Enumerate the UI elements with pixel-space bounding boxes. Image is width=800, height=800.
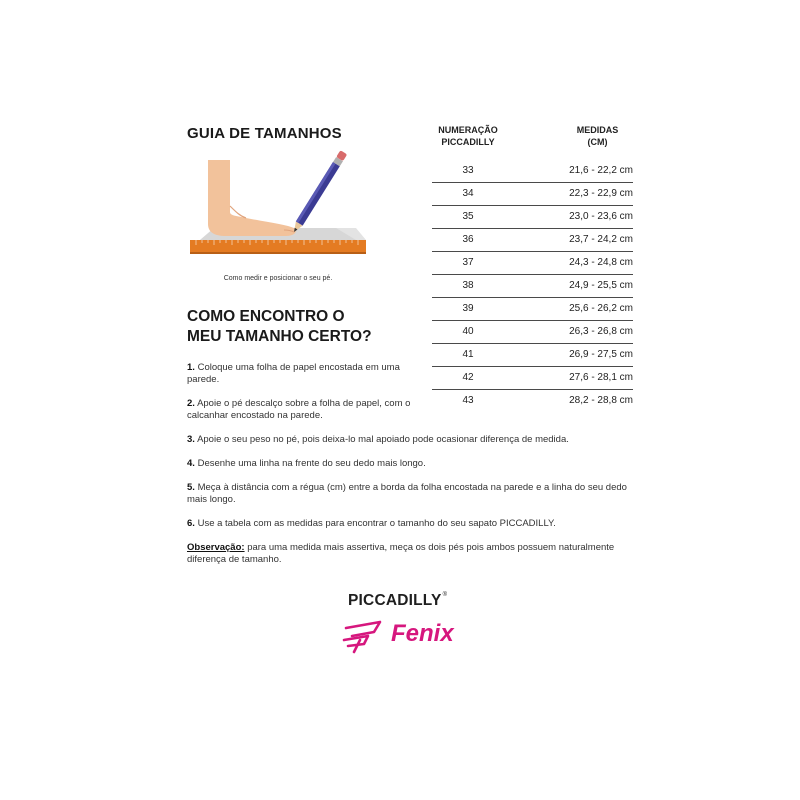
size-cell: 41 — [462, 349, 474, 360]
cm-cell: 24,9 - 25,5 cm — [569, 280, 633, 291]
step-text: Apoie o seu peso no pé, pois deixa-lo mal apoiado pode ocasionar diferença de medida. — [197, 434, 569, 445]
observation-label: Observação: — [187, 542, 245, 553]
step-number: 5. — [187, 482, 195, 493]
step-text: Meça à distância com a régua (cm) entre a borda da folha encostada na parede e a linha do seu dedo mais longo. — [187, 482, 627, 505]
cm-cell: 26,3 - 26,8 cm — [569, 326, 633, 337]
header-numeracao-line-2: PICCADILLY — [441, 137, 495, 147]
how-to-title-line-1: COMO ENCONTRO O — [187, 308, 345, 325]
step-text: Apoie o pé descalço sobre a folha de papel, com o calcanhar encostado na parede. — [187, 398, 411, 421]
cm-cell: 26,9 - 27,5 cm — [569, 349, 633, 360]
size-cell: 37 — [462, 257, 474, 268]
step-text: Use a tabela com as medidas para encontrar o tamanho do seu sapato PICCADILLY. — [197, 518, 556, 529]
observation-note — [187, 542, 637, 566]
fenix-wing-icon — [340, 618, 390, 658]
table-row — [432, 275, 633, 298]
step-text: Desenhe uma linha na frente do seu dedo mais longo. — [197, 458, 426, 469]
step-number: 3. — [187, 434, 195, 445]
size-cell: 38 — [462, 280, 474, 291]
cm-cell: 21,6 - 22,2 cm — [569, 165, 633, 176]
header-numeracao-line-1: NUMERAÇÃO — [438, 125, 498, 135]
cm-cell: 24,3 - 24,8 cm — [569, 257, 633, 268]
size-cell: 36 — [462, 234, 474, 245]
size-cell: 42 — [462, 372, 474, 383]
table-row — [432, 252, 633, 275]
step-text: Coloque uma folha de papel encostada em uma parede. — [187, 362, 400, 385]
size-cell: 40 — [462, 326, 474, 337]
size-table — [432, 124, 633, 412]
size-cell: 35 — [462, 211, 474, 222]
step-5 — [187, 482, 637, 506]
size-cell: 33 — [462, 165, 474, 176]
how-to-title-line-2: MEU TAMANHO CERTO? — [187, 328, 372, 345]
cm-cell: 22,3 - 22,9 cm — [569, 188, 633, 199]
foot-measuring-illustration — [186, 150, 370, 270]
step-3 — [187, 434, 637, 446]
piccadilly-wordmark: PICCADILLY — [348, 592, 442, 609]
header-medidas — [562, 124, 633, 148]
table-row — [432, 160, 633, 183]
header-medidas-line-2: (CM) — [587, 137, 608, 147]
table-row — [432, 298, 633, 321]
cm-cell: 25,6 - 26,2 cm — [569, 303, 633, 314]
header-medidas-line-1: MEDIDAS — [576, 125, 619, 135]
size-cell: 39 — [462, 303, 474, 314]
piccadilly-logo — [348, 592, 447, 610]
size-cell: 34 — [462, 188, 474, 199]
step-2 — [187, 398, 417, 422]
fenix-wordmark: Fenix — [391, 620, 454, 647]
table-row — [432, 183, 633, 206]
size-guide-title: GUIA DE TAMANHOS — [187, 125, 342, 142]
step-number: 6. — [187, 518, 195, 529]
header-numeracao — [432, 124, 504, 148]
table-row — [432, 344, 633, 367]
step-number: 4. — [187, 458, 195, 469]
step-6 — [187, 518, 637, 530]
observation-text: para uma medida mais assertiva, meça os dois pés pois ambos possuem naturalmente diferença de tamanho. — [187, 542, 615, 565]
table-row — [432, 321, 633, 344]
step-number: 2. — [187, 398, 195, 409]
cm-cell: 28,2 - 28,8 cm — [569, 395, 633, 406]
cm-cell: 27,6 - 28,1 cm — [569, 372, 633, 383]
step-1 — [187, 362, 417, 386]
table-row — [432, 206, 633, 229]
cm-cell: 23,7 - 24,2 cm — [569, 234, 633, 245]
illustration-caption: Como medir e posicionar o seu pé. — [223, 275, 333, 282]
step-number: 1. — [187, 362, 195, 373]
table-row — [432, 367, 633, 390]
table-row — [432, 390, 633, 412]
how-to-find-size-title — [187, 307, 427, 347]
cm-cell: 23,0 - 23,6 cm — [569, 211, 633, 222]
registered-mark: ® — [442, 592, 448, 598]
size-table-header — [432, 124, 633, 160]
size-cell: 43 — [462, 395, 474, 406]
step-4 — [187, 458, 637, 470]
table-row — [432, 229, 633, 252]
